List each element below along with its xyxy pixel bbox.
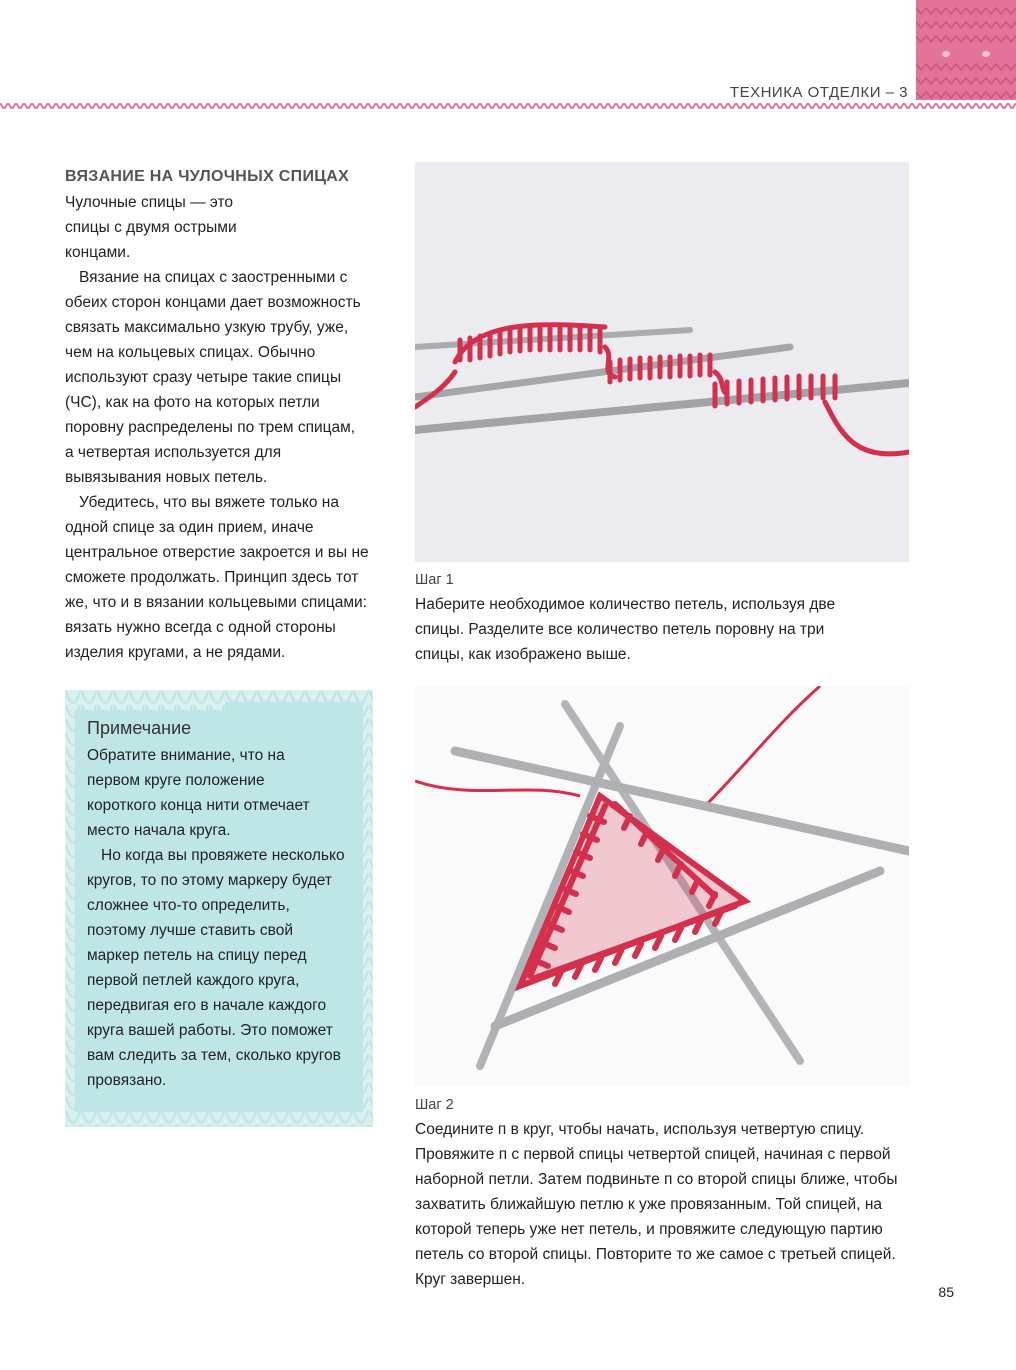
- page-number: 85: [938, 1284, 954, 1300]
- running-head: ТЕХНИКА ОТДЕЛКИ – 3: [729, 84, 908, 101]
- step-1-text: Наберите необходимое количество петель, используя две спицы. Разделите все количество петель поровну на три спицы, как изображено выше.: [415, 596, 836, 663]
- step-2-text: Соедините п в круг, чтобы начать, используя четвертую спицу. Провяжите п с первой спицы четвертой спицей, начиная с первой наборной петли. Затем подвиньте п со второй спицы ближе, чтобы захватить ближайшую петлю к уже провязанным. Той спицей, на которой теперь уже нет петель, и провяжите следующую партию петель со второй спицы. Повторите то же самое с третьей спицей. Круг завершен.: [415, 1121, 898, 1288]
- header-rule: [0, 103, 1016, 109]
- section-heading: ВЯЗАНИЕ НА ЧУЛОЧНЫХ СПИЦАХ: [65, 168, 350, 185]
- note-title: Примечание: [87, 718, 192, 738]
- note-paragraph-2: Но когда вы провяжете несколько кругов, то по этому маркеру будет сложнее что-то определить, поэтому лучше ставить свой маркер петель на спицу перед первой петлей каждого круга, передвигая его в начале каждого круга вашей работы. Это поможет вам следить за тем, сколько кругов провязано.: [87, 847, 345, 1089]
- note-box: [65, 690, 373, 1127]
- intro-paragraph-2: Вязание на спицах с заостренными с обеих сторон концами дает возможность связать максимально узкую трубу, уже, чем на кольцевых спицах. Обычно используют сразу четыре такие спицы (ЧС), как на фото на которых петли поровну распределены по трем спицам, а четвертая используется для вывязывания новых петель.: [65, 269, 361, 486]
- intro-paragraph-1: Чулочные спицы — это спицы с двумя острыми концами.: [65, 194, 237, 261]
- step-2-title: Шаг 2: [415, 1097, 454, 1113]
- note-paragraph-1: Обратите внимание, что на первом круге положение короткого конца нити отмечает место начала круга.: [87, 747, 310, 839]
- intro-paragraph-3: Убедитесь, что вы вяжете только на одной спице за один прием, иначе центральное отверстие закроется и вы не сможете продолжать. Принцип здесь тот же, что и в вязании кольцевыми спицами: вязать нужно всегда с одной стороны изделия кругами, а не рядами.: [65, 494, 369, 661]
- knitting-step2-photo: [415, 686, 909, 1086]
- knitted-swatch-image: [916, 0, 1016, 100]
- step-1: [415, 572, 915, 667]
- step-2: [415, 1097, 915, 1292]
- knitting-step1-photo: [415, 162, 909, 562]
- intro-section: [65, 168, 375, 665]
- step-1-title: Шаг 1: [415, 572, 454, 588]
